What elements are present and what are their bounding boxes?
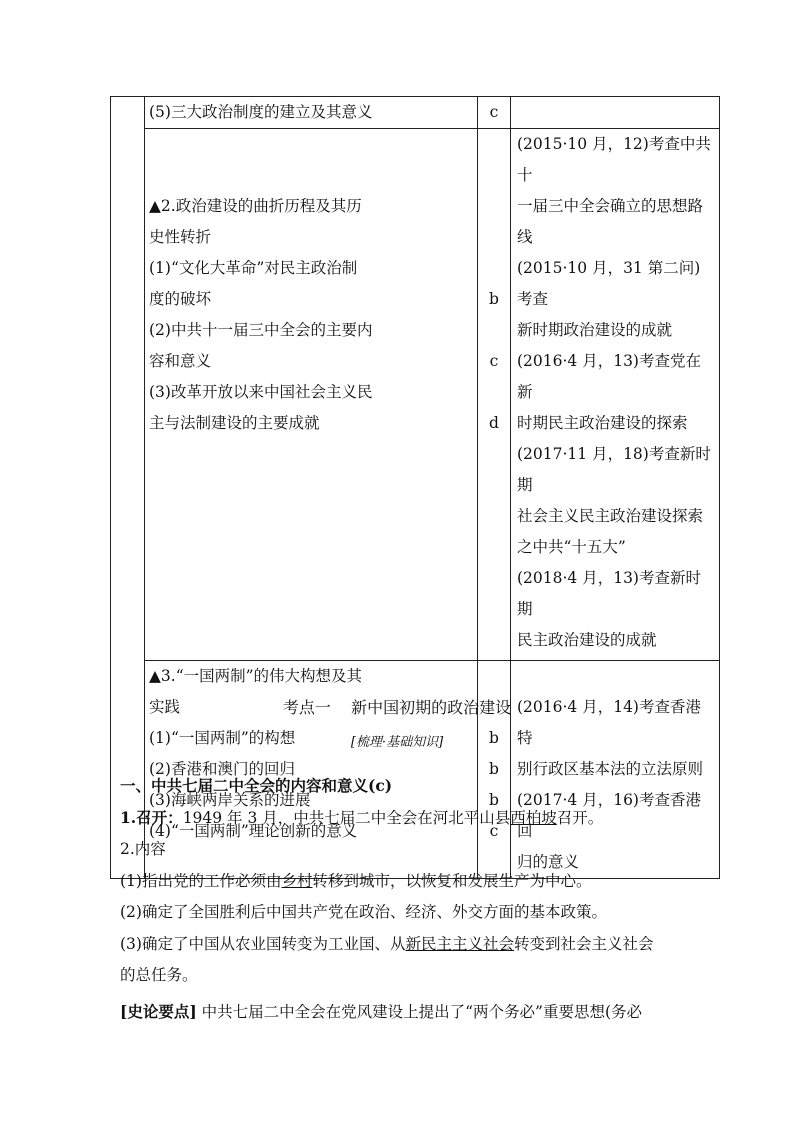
body-content [120,770,690,1028]
topic-line: ▲2.政治建设的曲折历程及其历 [149,197,362,215]
ref-line: 归的意义 [517,853,580,871]
ref-line: (2016·4 月，13)考查党在新 [517,352,701,401]
topic-cell [145,97,478,129]
topic-line: 实践 [149,698,181,716]
topic-line: (3)海峡两岸关系的进展 [149,791,311,809]
section-heading [0,697,794,719]
level-line: b [489,729,499,747]
paragraph-label: [史论要点] [120,1001,197,1021]
topic-line: 主与法制建设的主要成就 [149,414,320,432]
topic-line: 史性转折 [149,228,212,246]
level-line: b [489,290,499,308]
level-line: b [489,791,499,809]
level-line: c [489,103,499,121]
paragraph: 2.内容 [120,840,166,858]
exam-ref-cell [511,129,720,661]
exam-outline-table [110,96,720,879]
level-line: b [489,760,499,778]
section-number: 考点一 [282,698,331,717]
exam-ref-cell [511,97,720,129]
text-run: 转移到城市，以恢复和发展生产为中心。 [312,871,592,890]
text-run: 转变到社会主义社会 [513,934,654,953]
ref-line: (2016·4 月，14)考查香港特 [517,698,701,747]
ref-line: 别行政区基本法的立法原则 [517,760,704,778]
ref-line: 新时期政治建设的成就 [517,321,673,339]
topic-line: (4)“一国两制”理论创新的意义 [149,822,358,840]
ref-line: 线 [517,228,533,246]
topic-line: (1)“文化大革命”对民主政治制 [149,259,358,277]
ref-line: (2017·4 月，16)考查香港回 [517,791,701,840]
text-run: 1949 年 3 月，中共七届二中全会在河北平山县 [182,808,511,827]
topic-cell [145,129,478,661]
ref-line: 一届三中全会确立的思想路 [517,197,704,215]
category-cell [111,97,145,879]
paragraph: 的总任务。 [120,966,198,984]
paragraph: (2)确定了全国胜利后中国共产党在政治、经济、外交方面的基本政策。 [120,903,607,921]
level-cell [478,97,511,129]
topic-line: (2)香港和澳门的回归 [149,760,295,778]
ref-line: (2018·4 月，13)考查新时期 [517,569,701,618]
level-line: c [489,822,499,840]
ref-line: 之中共“十五大” [517,538,626,556]
paragraph [120,866,690,898]
level-cell [478,129,511,661]
topic-line: ▲3.“一国两制”的伟大构想及其 [149,667,363,685]
underlined-keyword: 西柏坡 [510,808,557,827]
topic-line: 容和意义 [149,352,212,370]
section-title: 新中国初期的政治建设 [351,698,512,717]
text-run: 召开。 [556,808,604,827]
text-run: (3)确定了中国从农业国转变为工业国、从 [120,934,406,953]
underlined-keyword: 新民主主义社会 [405,934,514,953]
ref-line: 社会主义民主政治建设探索 [517,507,704,525]
level-line: d [489,414,499,432]
underlined-keyword: 乡村 [281,871,313,890]
paragraph-label: 1.召开： [120,807,183,827]
text-run: 中共七届二中全会在党风建设上提出了“两个务必”重要思想(务必 [196,1002,642,1021]
paragraph [120,929,690,961]
topic-line: (1)“一国两制”的构想 [149,729,296,747]
topic-line: 度的破坏 [149,290,212,308]
section-subheading: [梳理·基础知识] [350,735,444,750]
paragraph [120,996,690,1029]
content-heading: 一、中共七届二中全会的内容和意义(c) [120,776,393,795]
topic-line: (3)改革开放以来中国社会主义民 [149,383,373,401]
ref-line: (2015·10 月，12)考查中共十 [517,135,711,184]
ref-line: 民主政治建设的成就 [517,631,657,649]
table-row [111,129,720,661]
table-row [111,97,720,129]
ref-line: (2017·11 月，18)考查新时期 [517,445,711,494]
text-run: (1)指出党的工作必须由 [120,871,282,890]
topic-line: (2)中共十一届三中全会的主要内 [149,321,373,339]
ref-line: 时期民主政治建设的探索 [517,414,688,432]
ref-line: (2015·10 月，31 第二问)考查 [517,259,701,308]
level-line: c [489,352,499,370]
topic-line: (5)三大政治制度的建立及其意义 [149,103,373,121]
paragraph [120,802,690,835]
